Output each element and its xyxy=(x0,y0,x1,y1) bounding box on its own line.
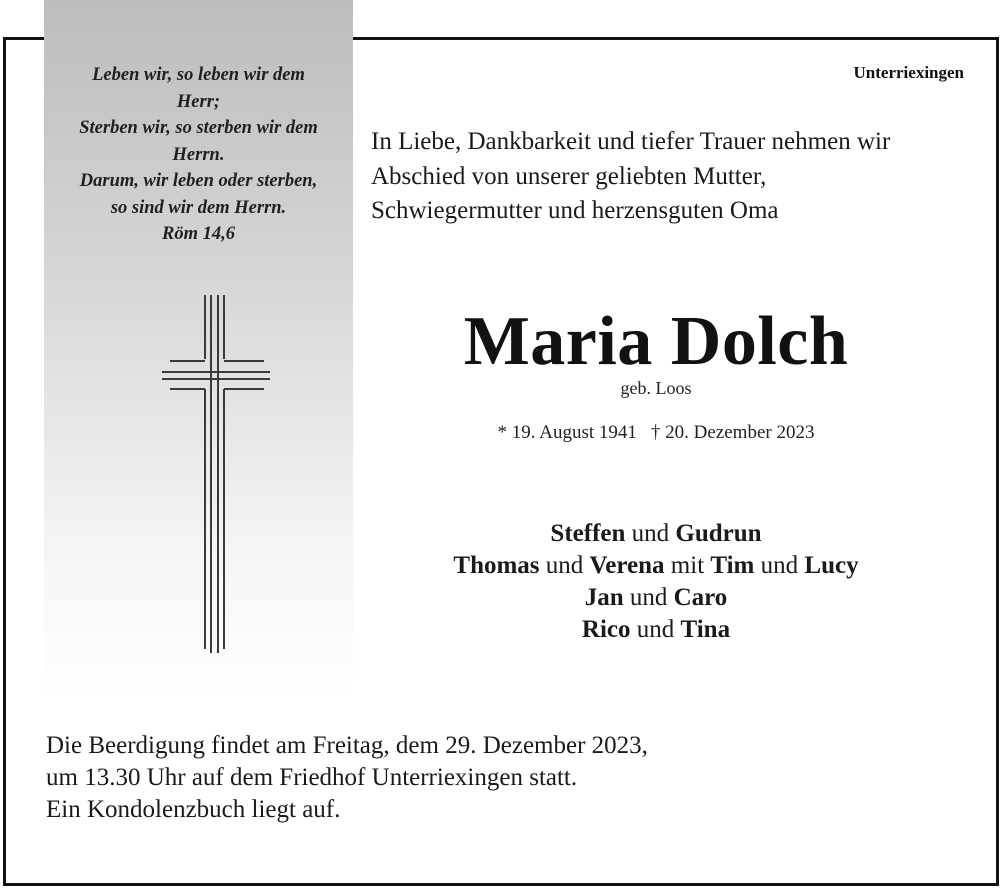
family-member: Rico xyxy=(581,616,631,643)
death-date: † 20. Dezember 2023 xyxy=(650,422,815,443)
verse-line: so sind wir dem Herrn. xyxy=(110,197,287,218)
verse-line: Darum, wir leben oder sterben, xyxy=(79,171,318,191)
family-member: Verena xyxy=(589,552,665,579)
family-member: Gudrun xyxy=(675,520,762,547)
connector: und xyxy=(629,584,668,611)
verse-line: Sterben wir, so sterben wir dem xyxy=(79,118,318,138)
verse-line: Herrn. xyxy=(172,144,225,165)
life-dates xyxy=(380,422,932,444)
birth-date: * 19. August 1941 xyxy=(497,422,637,443)
bible-verse xyxy=(44,62,353,248)
verse-line: Leben wir, so leben wir dem xyxy=(92,65,305,85)
family-member: Tim xyxy=(710,552,755,579)
connector: und xyxy=(636,616,675,643)
family-member: Steffen xyxy=(550,520,626,547)
family-signatures xyxy=(380,518,932,646)
intro-line: Abschied von unserer geliebten Mutter, xyxy=(371,162,767,190)
verse-line: Herr; xyxy=(176,91,221,112)
cross-icon xyxy=(160,293,272,655)
connector: mit xyxy=(670,552,705,579)
connector: und xyxy=(631,520,670,547)
connector: und xyxy=(760,552,799,579)
family-member: Tina xyxy=(680,616,731,643)
family-line xyxy=(380,518,932,550)
verse-reference: Röm 14,6 xyxy=(162,224,235,244)
family-member: Jan xyxy=(584,584,624,611)
funeral-line: Die Beerdigung findet am Freitag, dem 29. Dezember 2023, xyxy=(46,732,648,759)
family-line xyxy=(380,550,932,582)
family-line xyxy=(380,614,932,646)
family-member: Thomas xyxy=(453,552,540,579)
funeral-info xyxy=(46,730,648,826)
location-label: Unterriexingen xyxy=(853,63,964,82)
family-line xyxy=(380,582,932,614)
connector: und xyxy=(545,552,584,579)
family-member: Caro xyxy=(673,584,728,611)
family-member: Lucy xyxy=(804,552,859,579)
funeral-line: um 13.30 Uhr auf dem Friedhof Unterriexingen statt. xyxy=(46,764,578,791)
funeral-line: Ein Kondolenzbuch liegt auf. xyxy=(46,796,341,823)
intro-line: In Liebe, Dankbarkeit und tiefer Trauer nehmen wir xyxy=(371,128,891,155)
intro-text xyxy=(371,125,890,229)
deceased-name: Maria Dolch xyxy=(463,303,849,380)
maiden-name: geb. Loos xyxy=(620,378,692,398)
intro-line: Schwiegermutter und herzensguten Oma xyxy=(371,197,779,224)
